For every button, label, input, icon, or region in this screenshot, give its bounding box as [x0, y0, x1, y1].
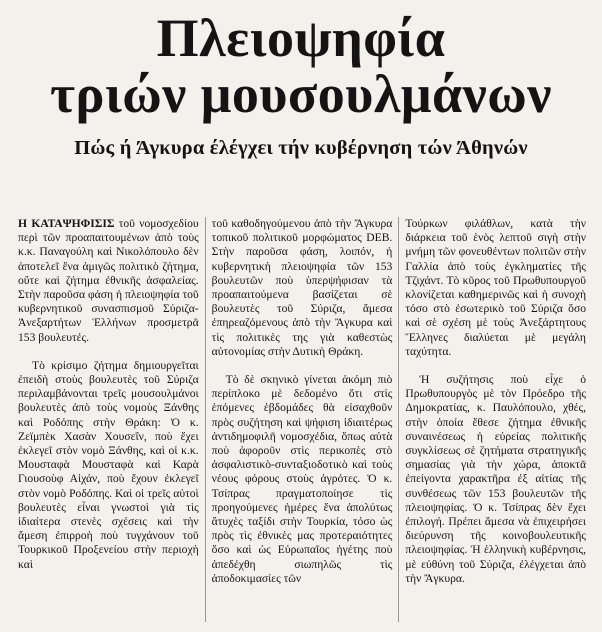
- paragraph-text: τοῦ νομοσχεδίου περὶ τῶν προαπαιτουμένων ἀπὸ τοὺς κ.κ. Παναγούλη καὶ Νικολόπουλο δὲν ἀποτελεῖ ἕνα ἁμιγῶς πολιτικὸ ζήτημα, οὔτε καὶ ζήτημα ἐθνικῆς ἀσφαλείας. Στὴν παροῦσα φάση ἡ πλειοψηφία τοῦ κυβερνητικοῦ συνασπισμοῦ Σύριζα-Ἀνεξαρτήτων Ἑλλήνων προσμετρᾶ 153 βουλευτές.: [18, 217, 199, 344]
- column-1: [12, 217, 205, 622]
- column-3: [398, 217, 592, 622]
- paragraph: Ἡ συζήτησις ποὺ εἶχε ὁ Πρωθυπουργὸς μὲ τὸν Πρόεδρο τῆς Δημοκρατίας, κ. Παυλόπουλο, χθές, στὴν ὁποία ἔθεσε ζήτημα ἐθνικῆς συναινέσεως ἡ εὐρείας πολιτικῆς συγκλίσεως σὲ ζητήματα στρατηγικῆς σημασίας γιὰ τὴν χώρα, ἀποκτᾶ ἐπείγοντα χαρακτῆρα ἐξ αἰτίας τῆς συνθέσεως τῶν 153 βουλευτῶν τῆς πλειοψηφίας. Ὁ κ. Τσίπρας δὲν ἔχει ἐπιλογή. Πρέπει ἄμεσα νὰ ἐπιχειρήσει διεύρυνση τῆς κοινοβουλευτικῆς πλειοψηφίας. Ἡ ἑλληνικὴ κυβέρνησις, μὲ εὐθύνη τοῦ Σύριζα, ἐλέγχεται ἀπὸ τὴν Ἄγκυρα.: [405, 373, 587, 585]
- paragraph: Τούρκων φιλάθλων, κατὰ τὴν διάρκεια τοῦ ἑνὸς λεπτοῦ σιγὴ στὴν μνήμη τῶν φονευθέντων πολιτῶν στὴν Γαλλία ἀπὸ τοὺς ἐγκληματίες τῆς Τζιχάντ. Τὸ κῦρος τοῦ Πρωθυπουργοῦ κλονίζεται καθημερινῶς καὶ ἡ συνοχὴ τόσο στὸ ἐσωτερικὸ τοῦ Σύριζα ὅσο καὶ σὲ σχέση μὲ τοὺς Ἀνεξάρτητους Ἕλληνες διαλύεται μὲ μεγάλη ταχύτητα.: [405, 217, 587, 358]
- headline: [12, 0, 590, 122]
- paragraph: Τὸ κρίσιμο ζήτημα δημιουργεῖται ἐπειδὴ στοὺς βουλευτὲς τοῦ Σύριζα περιλαμβάνονται τρεῖς μουσουλμάνοι βουλευτὲς ἀπὸ τοὺς νομοὺς Ξάνθης καὶ Ροδόπης στὴν Θράκη: Ὁ κ. Ζεϊμπὲκ Χασὰν Χουσεΐν, ποὺ ἔχει ἐκλεγεῖ στὸν νομὸ Ξάνθης, καὶ οἱ κ.κ. Μουσταφὰ Μουσταφὰ καὶ Καρὰ Γιουσοὺφ Αἰχάν, ποὺ ἔχουν ἐκλεγεῖ στὸν νομὸ Ροδόπης. Καὶ οἱ τρεῖς αὐτοὶ βουλευτὲς εἶναι γνωστοὶ γιὰ τὶς ἰδιαίτερα στενὲς σχέσεις καὶ τὴν ἄμεση ἐπιρροὴ ποὺ τυγχάνουν τοῦ Τουρκικοῦ Προξενείου στὴν περιοχὴ καὶ: [18, 358, 199, 571]
- headline-line-2: τριών μουσουλμάνων: [50, 64, 552, 124]
- column-2: [205, 217, 399, 622]
- subtitle: Πώς ή Άγκυρα έλέγχει τήν κυβέρνηση τών Άθηνών: [74, 137, 528, 159]
- paragraph: [18, 217, 199, 345]
- paragraph: Τὸ δὲ σκηνικὸ γίνεται ἀκόμη πιὸ περίπλοκο μὲ δεδομένο ὅτι στὶς ἑπόμενες ἑβδομάδες θὰ εἰσαχθοῦν πρὸς συζήτηση καὶ ψήφιση ἰδιαιτέρως ἀντιδημοφιλῆ νομοσχέδια, ὅπως αὐτὰ ποὺ ἀφοροῦν στὶς περικοπὲς στὸ ἀσφαλιστικὸ-συνταξιοδοτικὸ καὶ τοὺς νέους φόρους στοὺς ἀγρότες. Ὁ κ. Τσίπρας πραγματοποίησε τὶς προηγούμενες ἡμέρες ἕνα ἀπολύτως ἄτυχὲς ταξίδι στὴν Τουρκία, τόσο ὡς πρὸς τὶς ἐθνικὲς μας προτεραιότητες ὅσο καὶ ὡς Εὐρωπαῖος ἡγέτης ποὺ ἀπεδέχθη σιωπηλῶς τὶς ἀποδοκιμασίες τῶν: [211, 373, 393, 585]
- article-body: [12, 217, 592, 622]
- headline-line-1: Πλειοψηφία: [156, 8, 446, 68]
- lead-in: Η ΚΑΤΑΨΗΦΙΣΙΣ: [18, 217, 115, 230]
- paragraph: τοῦ καθοδηγούμενου ἀπὸ τὴν Ἄγκυρα τοπικοῦ πολιτικοῦ μορφώματος DEB. Στὴν παροῦσα φάση, λοιπόν, ἡ κυβερνητικὴ πλειοψηφία τῶν 153 βουλευτῶν ποὺ ὑπερψήφισαν τὰ προαπαιτούμενα βασίζεται σὲ βουλευτὲς τοῦ Σύριζα, ἄμεσα ἐπηρεαζόμενους ἀπὸ τὴν Ἄγκυρα καὶ τὶς πολιτικὲς της γιὰ καθεστὼς αὐτονομίας στὴν Δυτικὴ Θράκη.: [211, 217, 393, 358]
